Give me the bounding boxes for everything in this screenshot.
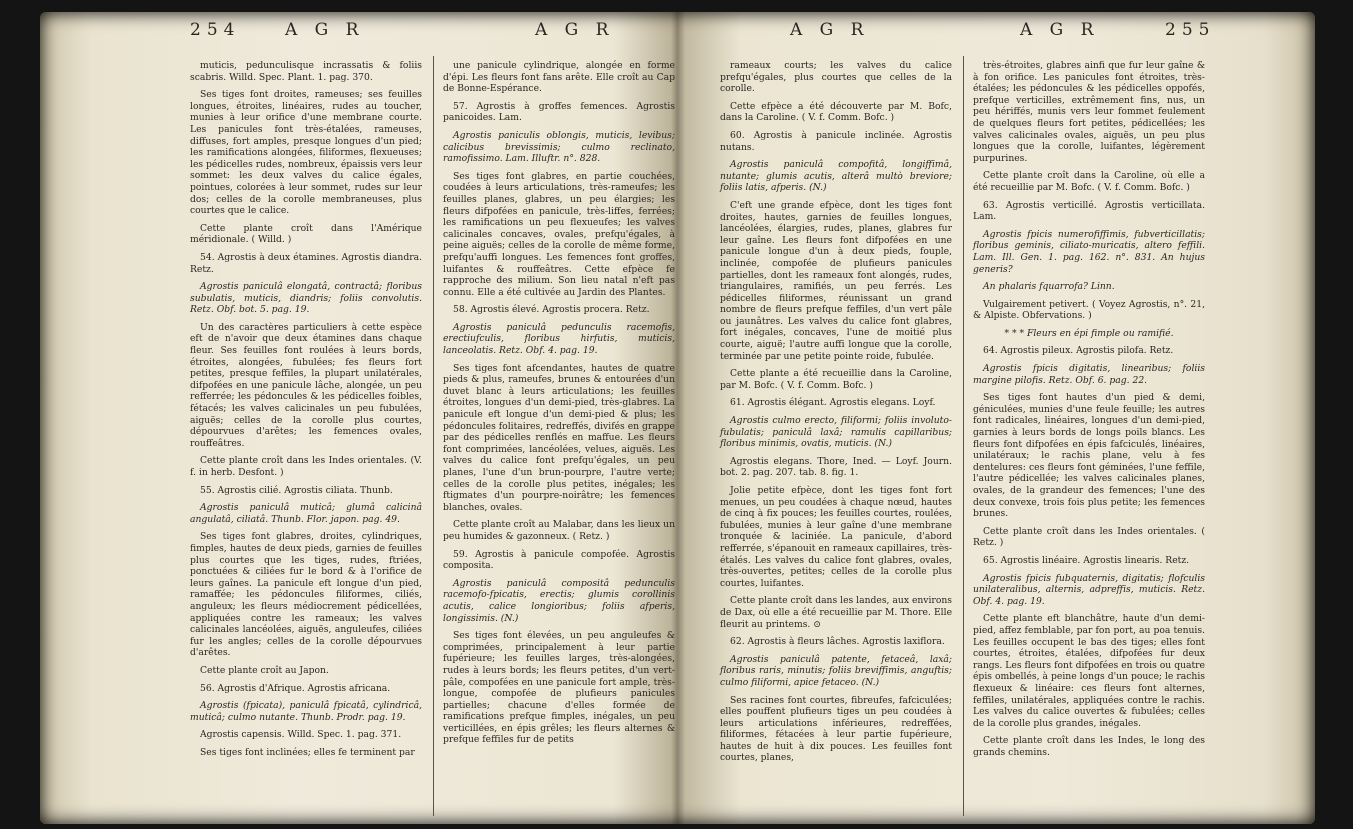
paragraph: Agrostis paniculâ compofitâ, longiffimâ, nutante; glumis acutis, alterâ multò breviore; foliis latis, afperis. (N.) — [720, 159, 952, 194]
paragraph: 54. Agrostis à deux étamines. Agrostis diandra. Retz. — [190, 251, 422, 275]
left-column-2 — [443, 60, 675, 752]
paragraph: Cette plante croît dans les Indes, le long des grands chemins. — [973, 735, 1205, 758]
paragraph: Agrostis capensis. Willd. Spec. 1. pag. 371. — [200, 729, 402, 741]
paragraph: 58. Agrostis élevé. Agrostis procera. Retz. — [453, 304, 650, 316]
paragraph: Ses tiges font glabres, en partie couchées, coudées à leurs articulations, très-rameufes; les feuilles planes, glabres, un peu élargies; les fleurs difpofées en panicule, très-liffes, ferrées; les ramifications un peu flexueufes; les valves calicinales concaves, ovales, prefqu'égales, à peine aiguës; celles de la corolle de même forme, prefqu'auffi longues. Les femences font groffes, luifantes & rouffeâtres. Cette efpèce fe rapproche des milium. Son lieu natal n'eft pas connu. Elle a été cultivée au Jardin des Plantes. — [443, 170, 675, 298]
paragraph: Ses tiges font glabres, droites, cylindriques, fimples, hautes de deux pieds, garnies de feuilles plus courtes que les tiges, rudes, ftriées, ponctuées & ciliées fur le bord & à l'orifice de leurs gaînes. La panicule eft longue d'un pied, ramaffée; les pédoncules filiformes, ciliés, anguleux; les fleurs médiocrement pédicellées, appliquées contre les rameaux; les valves calicinales lancéolées, aiguës, anguleufes, ciliées fur les angles; celles de la corolle dépourvues d'arêtes. — [190, 531, 422, 659]
paragraph: Agrostis elegans. Thore, Ined. — Loyf. Journ. bot. 2. pag. 207. tab. 8. fig. 1. — [720, 455, 952, 479]
paragraph: Ses tiges font hautes d'un pied & demi, géniculées, munies d'une feule feuille; les autres font radicales, linéaires, longues d'un demi-pied, garnies à leurs bords de longs poils blancs. Les fleurs font difpofées en épis fafciculés, linéaires, unilatéraux; le rachis plane, velu à fes dentelures: ces fleurs font géminées, l'une feffile, l'autre pédicellée; les valves calicinales planes, ovales, de la grandeur des femences; l'une des deux convexe, trois fois plus petite; les femences brunes. — [973, 392, 1205, 520]
right-head-a: A G R — [790, 20, 870, 40]
paragraph: Agrostis paniculâ patente, fetaceâ, laxâ; floribus raris, minutis; foliis breviffimis, anguftis; culmo filiformi, apice fetaceo. (N.) — [720, 653, 952, 688]
left-column-1 — [190, 60, 422, 764]
paragraph: Cette plante croît dans l'Amérique méridionale. ( Willd. ) — [190, 222, 422, 246]
paragraph: 57. Agrostis à groffes femences. Agrostis panicoides. Lam. — [443, 100, 675, 124]
paragraph: Agrostis paniculâ elongatâ, contractâ; floribus subulatis, muticis, diandris; foliis convolutis. Retz. Obf. bot. 5. pag. 19. — [190, 281, 422, 316]
paragraph: Cette plante croît au Japon. — [200, 664, 329, 676]
paragraph: Agrostis paniculâ compositâ pedunculis racemofo-fpicatis, erectis; glumis corollinis acutis, calice longioribus; foliis afperis, longissimis. (N.) — [443, 577, 675, 624]
paragraph: Ses tiges font droites, rameuses; ses feuilles longues, étroites, linéaires, rudes au toucher, munies à leur orifice d'une membrane courte. Les panicules font très-étalées, rameuses, diffuses, fort amples, presque longues d'un pied; les ramifications alongées, filiformes, flexueuses; les pédicelles rudes, nombreux, épaissis vers leur sommet: les deux valves du calice égales, pointues, colorées à leur sommet, rudes sur leur dos; celles de la corolle membraneuses, plus courtes que le calice. — [190, 89, 422, 217]
paragraph: Cette plante croît dans les landes, aux environs de Dax, où elle a été recueillie par M. Thore. Elle fleurit au printems. ⊙ — [720, 595, 952, 630]
paragraph: Cette plante a été recueillie dans la Caroline, par M. Bofc. ( V. f. Comm. Bofc. ) — [720, 368, 952, 391]
right-running-head — [720, 20, 1216, 46]
paragraph: Vulgairement petivert. ( Voyez Agrostis, n°. 21, & Alpiste. Obfervations. ) — [973, 298, 1205, 322]
paragraph: Ses tiges font afcendantes, hautes de quatre pieds & plus, rameufes, brunes & entourées d'un duvet blanc à leurs articulations; les feuilles étroites, longues d'un demi-pied, très-glabres. La panicule eft longue d'un demi-pied & plus; les pédoncules folitaires, redreffés, divifés en grappe par des pédicelles renflés en maffue. Les fleurs font comprimées, lancéolées, velues, aiguës. Les valves du calice font prefqu'égales, un peu planes, l'une d'un brun-pourpre, l'autre verte; celles de la corolle plus petites, inégales; les ftigmates d'un pourpre-noirâtre; les femences blanches, ovales. — [443, 362, 675, 513]
paragraph: 61. Agrostis élégant. Agrostis elegans. Loyf. — [730, 397, 936, 409]
left-running-head — [190, 20, 675, 46]
paragraph: Agrostis paniculâ pedunculis racemofis, erectiufculis, floribus hirfutis, muticis, lanceolatis. Retz. Obf. 4. pag. 19. — [443, 321, 675, 357]
paragraph: une panicule cylindrique, alongée en forme d'épi. Les fleurs font fans arête. Elle croît au Cap de Bonne-Espérance. — [443, 60, 675, 95]
paragraph: Ses tiges font élevées, un peu anguleufes & comprimées, principalement à leur partie fupérieure; les feuilles larges, très-alongées, rudes à leurs bords; les fleurs petites, d'un vert-pâle, compofées en une panicule fort ample, très-longue, compofée de plufieurs panicules partielles; chacune d'elles formée de ramifications prefque fimples, inégales, un peu verticillées, en épis grêles; les fleurs alternes & prefque feffiles fur de petits — [443, 630, 675, 746]
book-spread — [40, 12, 1315, 824]
left-head-b: A G R — [535, 20, 615, 40]
paragraph: très-étroites, glabres ainfi que fur leur gaîne & à fon orifice. Les panicules font étroites, très-étalées; les pédoncules & les pédicelles oppofés, prefque verticilles, extrêmement fins, nus, un peu hériffés, munis vers leur fommet feulement de quelques fleurs fort petites, pédicellées; les valves calicinales ovales, aiguës, un peu plus longues que la corolle, luifantes, légèrement purpurines. — [973, 60, 1205, 164]
right-column-2 — [973, 60, 1205, 764]
paragraph: Cette plante croît dans la Caroline, où elle a été recueillie par M. Bofc. ( V. f. Comm. Bofc. ) — [973, 170, 1205, 193]
paragraph: Un des caractères particuliers à cette espèce eft de n'avoir que deux étamines dans chaque fleur. Ses feuilles font roulées à leurs bords, étroites, alongées, fubulées; fes fleurs fort petites, presque feffiles, la plupart unilatérales, difpofées en une panicule lâche, alongée, un peu refferrée; les pédoncules & les pédicelles foibles, fétacés; les valves calicinales un peu fubulées, aiguës; celles de la corolle plus courtes, dépourvues d'arêtes; les femences ovales, rouffeâtres. — [190, 321, 422, 449]
paragraph: 63. Agrostis verticillé. Agrostis verticillata. Lam. — [973, 199, 1205, 223]
paragraph: Agrostis fpicis digitatis, linearibus; foliis margine pilofis. Retz. Obf. 6. pag. 22. — [973, 363, 1205, 386]
paragraph: Ses tiges font inclinées; elles fe terminent par — [200, 746, 415, 758]
paragraph: Cette plante croît au Malabar, dans les lieux un peu humides & gazonneux. ( Retz. ) — [443, 519, 675, 542]
paragraph: Agrostis fpicis fubquaternis, digitatis; flofculis unilateralibus, alternis, adpreffis, muticis. Retz. Obf. 4. pag. 19. — [973, 572, 1205, 607]
paragraph: 59. Agrostis à panicule compofée. Agrostis composita. — [443, 548, 675, 572]
paragraph: 55. Agrostis cilié. Agrostis ciliata. Thunb. — [200, 484, 393, 496]
left-column-divider — [433, 56, 434, 816]
paragraph: Agrostis fpicis numerofiffimis, fubverticillatis; floribus geminis, ciliato-muricatis, altero feffili. Lam. Ill. Gen. 1. pag. 162. n°. 831. An hujus generis? — [973, 228, 1205, 275]
paragraph: Jolie petite efpèce, dont les tiges font fort menues, un peu coudées à chaque nœud, hautes de cinq à fix pouces; les feuilles courtes, roulées, fubulées, munies à leur gaîne d'une membrane tronquée & laciniée. La panicule, d'abord refferrée, s'épanouit en rameaux capillaires, très-étalés. Les valves du calice font glabres, ovales, très-ouvertes, petites; celles de la corolle plus courtes, luifantes. — [720, 485, 952, 589]
paragraph: Agrostis paniculis oblongis, muticis, levibus; calicibus brevissimis; culmo reclinato, ramofissimo. Lam. Illuftr. n°. 828. — [443, 129, 675, 165]
paragraph: 64. Agrostis pileux. Agrostis pilofa. Retz. — [983, 345, 1174, 357]
paragraph: Cette plante eft blanchâtre, haute d'un demi-pied, affez femblable, par fon port, au poa tenuis. Les feuilles occupent le bas des tiges; elles font courtes, étroites, étalées, difpofées fur deux rangs. Les fleurs font difpofées en trois ou quatre épis ombellés, à peine longs d'un pouce; le rachis flexueux & linéaire: ces fleurs font alternes, feffiles, unilatérales, appliquées contre le rachis. Les valves du calice ouvertes & fubulées; celles de la corolle plus grandes, inégales. — [973, 613, 1205, 729]
left-page-number: 254 — [190, 20, 241, 40]
paragraph: rameaux courts; les valves du calice prefqu'égales, plus courtes que celles de la corolle. — [720, 60, 952, 95]
paragraph: An phalaris fquarrofa? Linn. — [983, 281, 1115, 293]
paragraph: * * * Fleurs en épi fimple ou ramifié. — [1004, 327, 1174, 339]
paragraph: Agrostis paniculâ muticâ; glumâ calicinâ angulatâ, ciliatâ. Thunb. Flor. japon. pag. 49. — [190, 502, 422, 525]
paragraph: C'eft une grande efpèce, dont les tiges font droites, hautes, garnies de feuilles longues, lancéolées, élargies, rudes, planes, glabres fur leur gaîne. Les fleurs font difpofées en une panicule longue d'un à deux pieds, fouple, inclinée, compofée de plufieurs panicules partielles, dont les rameaux font alongés, rudes, triangulaires, ramifiés, un peu ferrés. Les pédicelles filiformes, réunissant un grand nombre de fleurs prefque feffiles, d'un vert pâle ou jaunâtres. Les valves du calice font glabres, fort inégales, concaves, l'une de moitié plus courte, aiguë; l'autre auffi longue que la corolle, terminée par une petite pointe roide, fubulée. — [720, 199, 952, 362]
right-column-1 — [720, 60, 952, 770]
right-head-b: A G R — [1020, 20, 1100, 40]
left-head-a: A G R — [285, 20, 365, 40]
right-column-divider — [963, 56, 964, 816]
paragraph: muticis, pedunculisque incrassatis & foliis scabris. Willd. Spec. Plant. 1. pag. 370. — [190, 60, 422, 83]
paragraph: Ses racines font courtes, fibreufes, fafciculées; elles pouffent plufieurs tiges un peu coudées à leurs articulations inférieures, redreffées, filiformes, fétacées à leur partie fupérieure, hautes de huit à dix pouces. Les feuilles font courtes, planes, — [720, 694, 952, 764]
paragraph: 60. Agrostis à panicule inclinée. Agrostis nutans. — [720, 129, 952, 153]
paragraph: 65. Agrostis linéaire. Agrostis linearis. Retz. — [983, 554, 1190, 566]
paragraph: Cette plante croît dans les Indes orientales. ( Retz. ) — [973, 525, 1205, 549]
paragraph: 56. Agrostis d'Afrique. Agrostis africana. — [200, 682, 391, 694]
paragraph: Cette efpèce a été découverte par M. Bofc, dans la Caroline. ( V. f. Comm. Bofc. ) — [720, 100, 952, 124]
right-page-number: 255 — [1165, 20, 1216, 40]
paragraph: Agrostis (fpicata), paniculâ fpicatâ, cylindricâ, muticâ; culmo nutante. Thunb. Prodr. pag. 19. — [190, 700, 422, 723]
paragraph: Agrostis culmo erecto, filiformi; foliis involuto-fubulatis; paniculâ laxâ; ramulis capillaribus; floribus minimis, ovatis, muticis. (N.) — [720, 415, 952, 450]
paragraph: 62. Agrostis à fleurs lâches. Agrostis laxiflora. — [730, 636, 945, 648]
paragraph: Cette plante croît dans les Indes orientales. (V. f. in herb. Desfont. ) — [190, 455, 422, 478]
